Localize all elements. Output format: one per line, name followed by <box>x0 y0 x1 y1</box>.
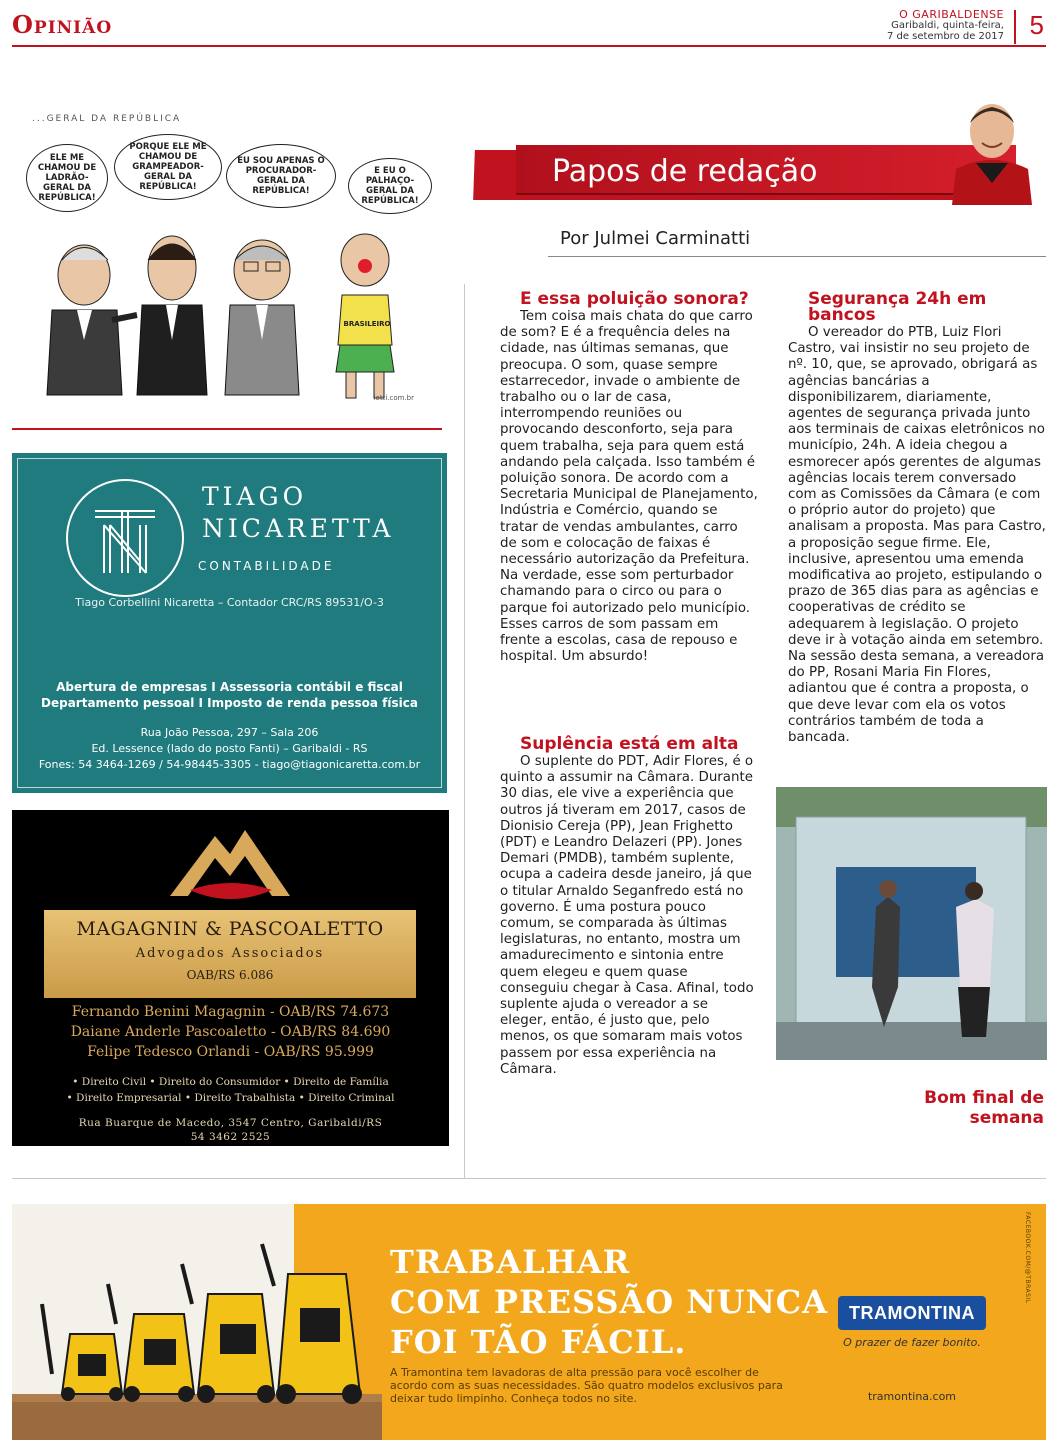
mag-firm-name: MAGAGNIN & PASCOALETTO <box>76 918 384 940</box>
mag-contact <box>12 1116 449 1144</box>
pressure-washers-image <box>12 1204 382 1440</box>
tiago-address-line-1: Rua João Pessoa, 297 – Sala 206 <box>140 726 319 739</box>
cartoon-signature: iotti.com.br <box>373 394 414 402</box>
tiago-name-line-2: NICARETTA <box>202 514 395 543</box>
section-title: Opinião <box>12 10 113 39</box>
editorial-cartoon <box>12 110 442 410</box>
tram-headline-line-1: TRABALHAR <box>390 1243 631 1281</box>
byline-rule <box>548 256 1046 257</box>
mag-areas-line-1: • Direito Civil • Direito do Consumidor • Direito de Família <box>72 1076 389 1088</box>
tiago-services-line-1: Abertura de empresas I Assessoria contábil e fiscal <box>56 680 403 694</box>
article-suplencia <box>500 736 758 1078</box>
cartoon-figure-2 <box>137 236 207 395</box>
article-body: O vereador do PTB, Luiz Flori Castro, vai insistir no seu projeto de nº. 10, que, se aprovado, obrigará as agências bancárias a disponibilizarem, diariamente, agentes de segurança privada junto aos terminais de caixas eletrônicos no município, 24h. A ideia chegou a esmorecer após gerentes de algumas agências locais terem conversado com as Comissões da Câmara (e com o próprio autor do projeto) que analisam a proposta. Mas para Castro, a proposição segue firme. Ele, inclusive, apresentou uma emenda modificativa ao projeto, estipulando o prazo de 365 dias para as agências e cooperativas de crédito se adequarem à legislação. O projeto deve ir à votação ainda em setembro. Na sessão desta semana, a vereadora do PP, Rosani Maria Fin Flores, adiantou que é contra a proposta, o que deve levar com ela os votos contrários também de toda a bancada. <box>788 325 1046 746</box>
tiago-contador: Tiago Corbellini Nicaretta – Contador CRC/RS 89531/O-3 <box>75 596 384 609</box>
mag-lawyers <box>12 1002 449 1062</box>
mag-phone: 54 3462 2525 <box>190 1131 271 1143</box>
ad-tramontina[interactable] <box>12 1204 1046 1440</box>
tiago-address-line-2: Ed. Lessence (lado do posto Fanti) – Garibaldi - RS <box>91 742 368 755</box>
tiago-services-line-2: Departamento pessoal I Imposto de renda pessoa física <box>41 696 418 710</box>
tiago-name-line-1: TIAGO <box>202 482 308 511</box>
columnist-photo <box>946 85 1038 205</box>
date-line-1: Garibaldi, quinta-feira, <box>891 20 1004 31</box>
tiago-address <box>12 725 447 773</box>
mag-address: Rua Buarque de Macedo, 3547 Centro, Garibaldi/RS <box>78 1117 383 1129</box>
ad-magagnin-pascoaletto[interactable] <box>12 810 449 1146</box>
mag-subtitle: Advogados Associados <box>135 946 325 961</box>
article-body: Tem coisa mais chata do que carro de som? E é a frequência deles na cidade, nas últimas semanas, que preocupa. O som, quase sempre estarrecedor, invade o ambiente de trabalho ou o lar de casa, interrompendo reuniões ou provocando desconforto, seja para quem trabalha, seja para quem está andando pela calçada. Isso também é poluição sonora. De acordo com a Secretaria Municipal de Planejamento, Indústria e Comércio, quando se tratar de vendas ambulantes, carro de som e colocação de faixas é necessário autorização da Prefeitura. Na verdade, esse som perturbador chamando para o circo ou para o parque foi autorizado pelo município. Esses carros de som passam em frente a escolas, casa de repouso e hospital. Um absurdo! <box>500 309 758 665</box>
mag-lawyer: Daiane Anderle Pascoaletto - OAB/RS 84.690 <box>70 1024 391 1040</box>
newspaper-name: O GARIBALDENSE <box>899 8 1004 21</box>
article-seguranca-bancos <box>788 291 1046 746</box>
tiago-services <box>12 679 447 711</box>
mag-oab: OAB/RS 6.086 <box>186 968 274 982</box>
article-title: Segurança 24h em bancos <box>808 289 987 325</box>
speech-bubble-3: EU SOU APENAS O PROCURADOR-GERAL DA REPÚBLICA! <box>226 144 336 208</box>
mag-areas-line-2: • Direito Empresarial • Direito Trabalhista • Direito Criminal <box>66 1092 395 1104</box>
tram-body-text: A Tramontina tem lavadoras de alta pressão para você escolher de acordo com as suas necessidades. São quatro modelos exclusivos para deixar tudo limpinho. Conheça todos no site. <box>390 1366 783 1405</box>
mountain-logo-icon <box>160 816 300 906</box>
column-title: Papos de redação <box>552 154 818 189</box>
tiago-brand-name <box>202 481 395 545</box>
column-divider <box>464 284 465 1179</box>
cartoon-figure-3 <box>225 240 299 395</box>
tram-social-handle: FACEBOOK.COM/@TBRASIL <box>1024 1212 1031 1304</box>
mag-name-plate <box>44 910 416 998</box>
bottom-rule <box>12 1178 1046 1179</box>
tram-headline-line-3: FOI TÃO FÁCIL. <box>390 1323 687 1361</box>
column-byline: Por Julmei Carminatti <box>560 228 751 249</box>
article-title: Suplência está em alta <box>520 734 739 754</box>
cartoon-figure-4 <box>336 234 394 398</box>
cartoon-rule <box>12 428 442 430</box>
tram-slogan: O prazer de fazer bonito. <box>843 1336 981 1349</box>
masthead <box>887 9 1004 42</box>
tiago-logo-icon <box>60 473 190 603</box>
cartoon-shirt-text: BRASILEIRO <box>343 320 391 328</box>
mag-lawyer: Felipe Tedesco Orlandi - OAB/RS 95.999 <box>87 1044 374 1060</box>
page-header <box>0 0 1058 56</box>
tram-headline <box>390 1242 828 1362</box>
tram-url-link[interactable]: tramontina.com <box>867 1390 957 1403</box>
date-line-2: 7 de setembro de 2017 <box>886 31 1004 42</box>
article-poluicao-sonora <box>500 291 758 665</box>
tiago-subtitle: CONTABILIDADE <box>198 559 335 573</box>
sign-off: Bom final de semana <box>924 1088 1044 1128</box>
speech-bubble-4: E EU O PALHAÇO-GERAL DA REPÚBLICA! <box>348 158 432 214</box>
page-number-divider <box>1014 10 1016 44</box>
speech-bubble-1: ELE ME CHAMOU DE LADRÃO-GERAL DA REPÚBLICA! <box>26 144 108 212</box>
bank-entrance-photo <box>776 787 1047 1060</box>
cartoon-figure-1 <box>47 245 137 395</box>
tiago-address-line-3: Fones: 54 3464-1269 / 54-98445-3305 - tiago@tiagonicaretta.com.br <box>38 758 421 771</box>
mag-lawyer: Fernando Benini Magagnin - OAB/RS 74.673 <box>71 1004 390 1020</box>
tramontina-logo: TRAMONTINA <box>838 1296 986 1330</box>
tram-headline-line-2: COM PRESSÃO NUNCA <box>390 1283 829 1321</box>
article-title: E essa poluição sonora? <box>520 289 749 309</box>
header-rule <box>12 45 1046 47</box>
column-banner <box>474 140 1046 212</box>
speech-bubble-2: PORQUE ELE ME CHAMOU DE GRAMPEADOR-GERAL DA REPÚBLICA! <box>114 134 222 200</box>
ad-tiago-nicaretta[interactable] <box>12 453 447 793</box>
article-body: O suplente do PDT, Adir Flores, é o quinto a assumir na Câmara. Durante 30 dias, ele vive a experiência que outros já tiveram em 2017, casos de Dionisio Cereja (PP), Jean Frighetto (PDT) e Leandro Delazeri (PP). Jones Demari (PMDB), também suplente, ocupa a cadeira desde janeiro, já que o titular Arnaldo Seganfredo está no governo. É uma postura pouco comum, se comparada às últimas legislaturas, no entanto, mostra um amadurecimento e sintonia entre quem elegeu e quem quase conseguiu chegar à Casa. Afinal, todo suplente ajuda o vereador a se eleger, então, é justo que, pelo menos, os que somaram mais votos passem por essa experiência na Câmara. <box>500 754 754 1077</box>
cartoon-caption: ...GERAL DA REPÚBLICA <box>32 114 182 124</box>
page-number: 5 <box>1029 10 1044 40</box>
mag-practice-areas <box>12 1074 449 1106</box>
